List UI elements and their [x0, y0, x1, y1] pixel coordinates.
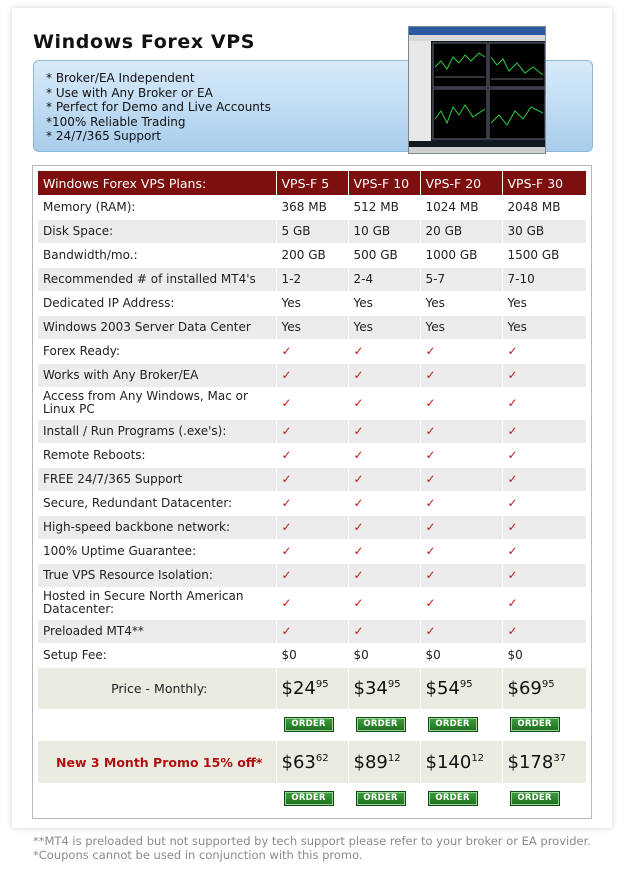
row-label: Setup Fee: — [38, 643, 276, 667]
plans-table-container — [32, 165, 592, 819]
row-label: True VPS Resource Isolation: — [38, 563, 276, 587]
check-icon: ✓ — [502, 419, 586, 443]
check-icon: ✓ — [348, 539, 420, 563]
row-value: 200 GB — [276, 243, 348, 267]
row-label: Memory (RAM): — [38, 195, 276, 219]
check-icon: ✓ — [420, 539, 502, 563]
check-icon: ✓ — [276, 363, 348, 387]
price-cents: 95 — [315, 678, 329, 690]
check-icon: ✓ — [348, 467, 420, 491]
check-icon: ✓ — [348, 491, 420, 515]
check-icon: ✓ — [502, 467, 586, 491]
row-value: 5 GB — [276, 219, 348, 243]
order-button-vps-f-5-monthly[interactable]: ORDER — [284, 717, 334, 732]
promo-row — [38, 741, 586, 783]
check-icon: ✓ — [348, 443, 420, 467]
table-row — [38, 643, 586, 667]
row-value: 512 MB — [348, 195, 420, 219]
check-icon: ✓ — [276, 563, 348, 587]
row-value: Yes — [502, 315, 586, 339]
check-icon: ✓ — [502, 587, 586, 619]
check-icon: ✓ — [348, 587, 420, 619]
price-cell — [502, 667, 586, 709]
row-value: 1000 GB — [420, 243, 502, 267]
table-row — [38, 443, 586, 467]
table-row — [38, 315, 586, 339]
page-title: Windows Forex VPS — [33, 31, 256, 53]
table-row — [38, 563, 586, 587]
row-label: Install / Run Programs (.exe's): — [38, 419, 276, 443]
table-row — [38, 243, 586, 267]
check-icon: ✓ — [276, 339, 348, 363]
row-label: Windows 2003 Server Data Center — [38, 315, 276, 339]
check-icon: ✓ — [276, 443, 348, 467]
order-row-monthly — [38, 709, 586, 737]
row-label: Preloaded MT4** — [38, 619, 276, 643]
check-icon: ✓ — [276, 387, 348, 419]
table-row — [38, 587, 586, 619]
check-icon: ✓ — [420, 619, 502, 643]
order-button-vps-f-5-promo[interactable]: ORDER — [284, 791, 334, 806]
price-cell — [348, 667, 420, 709]
row-value: 500 GB — [348, 243, 420, 267]
header-plan-vps-f-5: VPS-F 5 — [276, 171, 348, 195]
price-monthly-row — [38, 667, 586, 709]
check-icon: ✓ — [502, 339, 586, 363]
check-icon: ✓ — [420, 363, 502, 387]
check-icon: ✓ — [420, 467, 502, 491]
check-icon: ✓ — [348, 387, 420, 419]
row-value: 1-2 — [276, 267, 348, 291]
promo-price-cell — [348, 741, 420, 783]
check-icon: ✓ — [276, 419, 348, 443]
table-row — [38, 387, 586, 419]
price-cents: 37 — [553, 752, 567, 764]
row-value: Yes — [348, 315, 420, 339]
row-label: Disk Space: — [38, 219, 276, 243]
check-icon: ✓ — [502, 491, 586, 515]
check-icon: ✓ — [420, 443, 502, 467]
price-cents: 95 — [459, 678, 473, 690]
row-value: $0 — [502, 643, 586, 667]
order-button-vps-f-10-monthly[interactable]: ORDER — [356, 717, 406, 732]
check-icon: ✓ — [276, 539, 348, 563]
row-label: Dedicated IP Address: — [38, 291, 276, 315]
price-dollars: $54 — [425, 677, 460, 699]
check-icon: ✓ — [420, 515, 502, 539]
order-button-vps-f-20-promo[interactable]: ORDER — [428, 791, 478, 806]
row-label: Forex Ready: — [38, 339, 276, 363]
feature-item: * Use with Any Broker or EA — [46, 85, 213, 100]
order-row-promo — [38, 783, 586, 811]
price-dollars: $69 — [507, 677, 542, 699]
row-value: Yes — [348, 291, 420, 315]
table-row — [38, 363, 586, 387]
order-button-vps-f-30-promo[interactable]: ORDER — [510, 791, 560, 806]
row-value: 10 GB — [348, 219, 420, 243]
price-cents: 95 — [387, 678, 401, 690]
mt4-screenshot-image — [408, 26, 546, 154]
chart-thumbnail-icon — [409, 27, 546, 154]
row-value: 1024 MB — [420, 195, 502, 219]
table-row — [38, 491, 586, 515]
price-dollars: $89 — [353, 751, 388, 773]
row-value: 30 GB — [502, 219, 586, 243]
row-label: Access from Any Windows, Mac or Linux PC — [38, 387, 276, 419]
row-value: $0 — [276, 643, 348, 667]
row-value: 5-7 — [420, 267, 502, 291]
check-icon: ✓ — [276, 515, 348, 539]
order-button-vps-f-20-monthly[interactable]: ORDER — [428, 717, 478, 732]
table-row — [38, 339, 586, 363]
price-cell — [276, 667, 348, 709]
check-icon: ✓ — [502, 563, 586, 587]
feature-item: * 24/7/365 Support — [46, 129, 161, 143]
feature-list — [46, 71, 271, 144]
row-value: 2-4 — [348, 267, 420, 291]
table-row — [38, 467, 586, 491]
header-plan-vps-f-30: VPS-F 30 — [502, 171, 586, 195]
check-icon: ✓ — [420, 387, 502, 419]
check-icon: ✓ — [502, 515, 586, 539]
table-row — [38, 267, 586, 291]
check-icon: ✓ — [420, 491, 502, 515]
promo-price-cell — [420, 741, 502, 783]
price-cents: 62 — [315, 752, 329, 764]
table-row — [38, 419, 586, 443]
price-cents: 95 — [541, 678, 555, 690]
check-icon: ✓ — [502, 387, 586, 419]
check-icon: ✓ — [276, 587, 348, 619]
price-cell — [420, 667, 502, 709]
row-value: 2048 MB — [502, 195, 586, 219]
feature-item: * Broker/EA Independent — [46, 71, 195, 85]
check-icon: ✓ — [348, 339, 420, 363]
price-dollars: $24 — [281, 677, 316, 699]
price-dollars: $34 — [353, 677, 388, 699]
table-row — [38, 219, 586, 243]
row-label: FREE 24/7/365 Support — [38, 467, 276, 491]
price-dollars: $140 — [425, 751, 472, 773]
order-button-vps-f-10-promo[interactable]: ORDER — [356, 791, 406, 806]
row-value: 7-10 — [502, 267, 586, 291]
row-value: $0 — [420, 643, 502, 667]
check-icon: ✓ — [276, 467, 348, 491]
check-icon: ✓ — [420, 563, 502, 587]
row-label: Secure, Redundant Datacenter: — [38, 491, 276, 515]
plans-table — [38, 171, 586, 811]
table-row — [38, 195, 586, 219]
check-icon: ✓ — [420, 587, 502, 619]
check-icon: ✓ — [420, 419, 502, 443]
check-icon: ✓ — [348, 419, 420, 443]
row-value: Yes — [276, 315, 348, 339]
row-label: Remote Reboots: — [38, 443, 276, 467]
table-row — [38, 515, 586, 539]
row-label: Recommended # of installed MT4's — [38, 267, 276, 291]
header-plan-vps-f-20: VPS-F 20 — [420, 171, 502, 195]
table-header-row — [38, 171, 586, 195]
row-label: Works with Any Broker/EA — [38, 363, 276, 387]
row-value: 368 MB — [276, 195, 348, 219]
row-value: Yes — [420, 291, 502, 315]
row-value: Yes — [276, 291, 348, 315]
feature-item: *100% Reliable Trading — [46, 114, 186, 129]
row-value: $0 — [348, 643, 420, 667]
price-monthly-label: Price - Monthly: — [38, 667, 276, 709]
row-label: High-speed backbone network: — [38, 515, 276, 539]
promo-label: New 3 Month Promo 15% off* — [38, 741, 276, 783]
check-icon: ✓ — [348, 619, 420, 643]
check-icon: ✓ — [502, 443, 586, 467]
check-icon: ✓ — [502, 539, 586, 563]
price-dollars: $178 — [507, 751, 554, 773]
price-dollars: $63 — [281, 751, 316, 773]
row-label: Hosted in Secure North American Datacenter: — [38, 587, 276, 619]
row-value: 20 GB — [420, 219, 502, 243]
table-row — [38, 291, 586, 315]
footnote: **MT4 is preloaded but not supported by tech support please refer to your broker or EA provider. *Coupons cannot be used in conjunction with this promo. — [33, 834, 591, 862]
header-plan-vps-f-10: VPS-F 10 — [348, 171, 420, 195]
promo-price-cell — [502, 741, 586, 783]
check-icon: ✓ — [276, 619, 348, 643]
row-value: Yes — [502, 291, 586, 315]
row-label: Bandwidth/mo.: — [38, 243, 276, 267]
price-cents: 12 — [387, 752, 401, 764]
order-button-vps-f-30-monthly[interactable]: ORDER — [510, 717, 560, 732]
check-icon: ✓ — [348, 515, 420, 539]
table-row — [38, 539, 586, 563]
row-value: Yes — [420, 315, 502, 339]
check-icon: ✓ — [348, 563, 420, 587]
table-row — [38, 619, 586, 643]
row-label: 100% Uptime Guarantee: — [38, 539, 276, 563]
price-cents: 12 — [471, 752, 485, 764]
header-plans-label: Windows Forex VPS Plans: — [38, 171, 276, 195]
check-icon: ✓ — [420, 339, 502, 363]
check-icon: ✓ — [276, 491, 348, 515]
check-icon: ✓ — [502, 363, 586, 387]
promo-price-cell — [276, 741, 348, 783]
check-icon: ✓ — [348, 363, 420, 387]
feature-item: * Perfect for Demo and Live Accounts — [46, 100, 271, 114]
row-value: 1500 GB — [502, 243, 586, 267]
check-icon: ✓ — [502, 619, 586, 643]
